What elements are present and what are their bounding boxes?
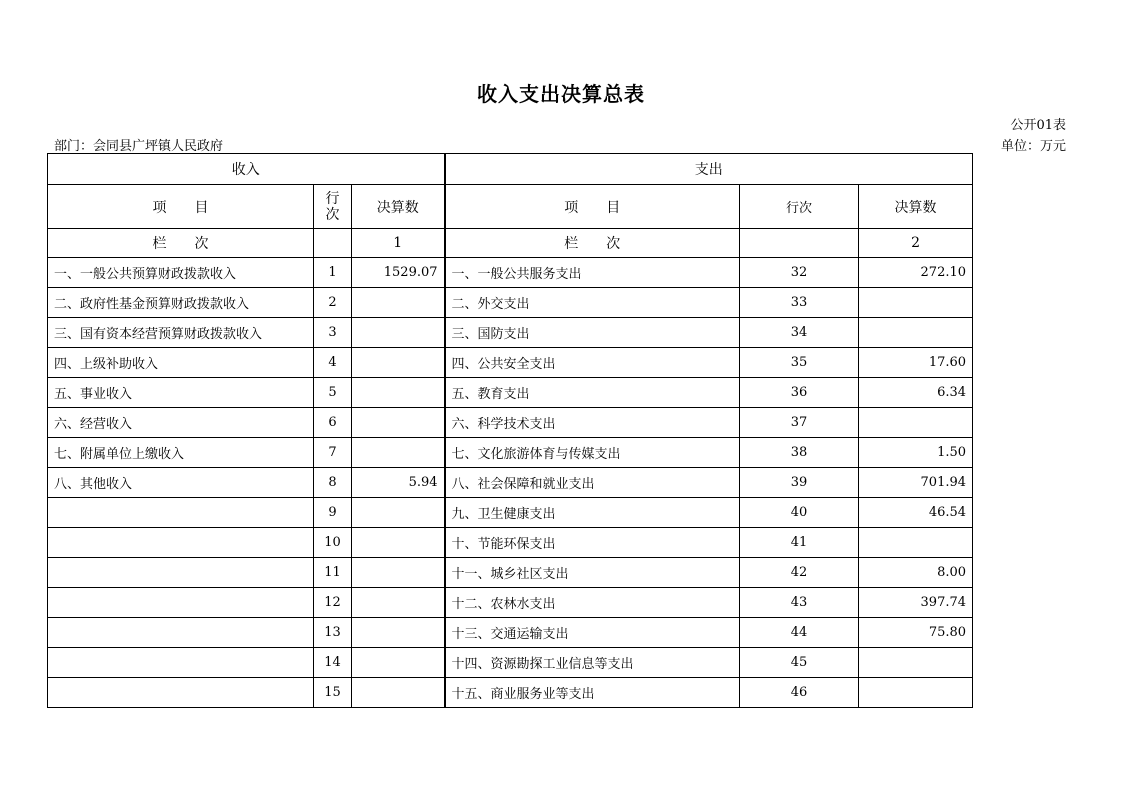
income-amount-cell: 5.94 bbox=[352, 468, 445, 498]
table-row bbox=[48, 468, 973, 498]
expense-item-cell: 四、公共安全支出 bbox=[445, 348, 740, 378]
expense-line-cell: 45 bbox=[740, 648, 859, 678]
expense-amount-cell: 75.80 bbox=[859, 618, 973, 648]
income-amount-cell bbox=[352, 588, 445, 618]
table-row bbox=[48, 678, 973, 708]
table-row bbox=[48, 558, 973, 588]
expense-item-cell: 九、卫生健康支出 bbox=[445, 498, 740, 528]
income-line-cell: 1 bbox=[314, 258, 352, 288]
income-column-order-blank bbox=[314, 229, 352, 258]
column-header-row bbox=[48, 185, 973, 229]
income-amount-cell bbox=[352, 318, 445, 348]
expense-item-cell: 七、文化旅游体育与传媒支出 bbox=[445, 438, 740, 468]
expense-amount-cell: 8.00 bbox=[859, 558, 973, 588]
income-amount-cell bbox=[352, 348, 445, 378]
income-amount-cell bbox=[352, 498, 445, 528]
income-item-cell: 六、经营收入 bbox=[48, 408, 314, 438]
expense-item-cell: 一、一般公共服务支出 bbox=[445, 258, 740, 288]
income-amount-cell bbox=[352, 648, 445, 678]
expense-line-cell: 44 bbox=[740, 618, 859, 648]
expense-row-no-header: 行次 bbox=[740, 185, 859, 229]
income-item-cell: 四、上级补助收入 bbox=[48, 348, 314, 378]
income-amount-cell bbox=[352, 438, 445, 468]
income-item-cell bbox=[48, 618, 314, 648]
income-amount-cell bbox=[352, 618, 445, 648]
expense-column-order-label: 栏 次 bbox=[445, 229, 740, 258]
expense-item-cell: 十四、资源勘探工业信息等支出 bbox=[445, 648, 740, 678]
expense-amount-cell bbox=[859, 318, 973, 348]
income-amount-cell bbox=[352, 288, 445, 318]
income-expense-table bbox=[47, 153, 973, 708]
expense-line-cell: 46 bbox=[740, 678, 859, 708]
table-row bbox=[48, 318, 973, 348]
expense-line-cell: 43 bbox=[740, 588, 859, 618]
income-line-cell: 9 bbox=[314, 498, 352, 528]
expense-line-cell: 34 bbox=[740, 318, 859, 348]
income-line-cell: 3 bbox=[314, 318, 352, 348]
income-line-cell: 10 bbox=[314, 528, 352, 558]
income-line-cell: 2 bbox=[314, 288, 352, 318]
expense-line-cell: 32 bbox=[740, 258, 859, 288]
income-line-cell: 13 bbox=[314, 618, 352, 648]
income-item-cell bbox=[48, 648, 314, 678]
table-row bbox=[48, 378, 973, 408]
income-item-header: 项 目 bbox=[48, 185, 314, 229]
income-line-cell: 7 bbox=[314, 438, 352, 468]
income-amount-cell: 1529.07 bbox=[352, 258, 445, 288]
income-item-cell bbox=[48, 678, 314, 708]
income-item-cell: 七、附属单位上缴收入 bbox=[48, 438, 314, 468]
table-body bbox=[48, 154, 973, 708]
income-line-cell: 5 bbox=[314, 378, 352, 408]
income-amount-header: 决算数 bbox=[352, 185, 445, 229]
income-item-cell: 三、国有资本经营预算财政拨款收入 bbox=[48, 318, 314, 348]
income-amount-cell bbox=[352, 678, 445, 708]
table-row bbox=[48, 258, 973, 288]
income-row-no-header: 行次 bbox=[314, 185, 352, 229]
form-number: 公开01表 bbox=[1010, 118, 1066, 133]
income-amount-cell bbox=[352, 558, 445, 588]
expense-line-cell: 36 bbox=[740, 378, 859, 408]
expense-item-cell: 十、节能环保支出 bbox=[445, 528, 740, 558]
expense-line-cell: 35 bbox=[740, 348, 859, 378]
expense-item-cell: 十五、商业服务业等支出 bbox=[445, 678, 740, 708]
income-amount-cell bbox=[352, 408, 445, 438]
expense-item-cell: 五、教育支出 bbox=[445, 378, 740, 408]
income-amount-cell bbox=[352, 378, 445, 408]
expense-amount-cell: 701.94 bbox=[859, 468, 973, 498]
expense-item-cell: 十一、城乡社区支出 bbox=[445, 558, 740, 588]
income-column-number: 1 bbox=[352, 229, 445, 258]
table-row bbox=[48, 498, 973, 528]
expense-item-cell: 三、国防支出 bbox=[445, 318, 740, 348]
report-title: 收入支出决算总表 bbox=[477, 82, 645, 106]
expense-amount-cell bbox=[859, 678, 973, 708]
income-column-order-label: 栏 次 bbox=[48, 229, 314, 258]
expense-amount-cell: 397.74 bbox=[859, 588, 973, 618]
expense-item-cell: 八、社会保障和就业支出 bbox=[445, 468, 740, 498]
table-row bbox=[48, 438, 973, 468]
expense-line-cell: 42 bbox=[740, 558, 859, 588]
table-row bbox=[48, 648, 973, 678]
expense-amount-cell: 1.50 bbox=[859, 438, 973, 468]
expense-amount-cell: 46.54 bbox=[859, 498, 973, 528]
table-row bbox=[48, 588, 973, 618]
income-line-cell: 6 bbox=[314, 408, 352, 438]
expense-item-header: 项 目 bbox=[445, 185, 740, 229]
expense-line-cell: 33 bbox=[740, 288, 859, 318]
expense-item-cell: 六、科学技术支出 bbox=[445, 408, 740, 438]
expense-line-cell: 38 bbox=[740, 438, 859, 468]
income-line-cell: 14 bbox=[314, 648, 352, 678]
table-row bbox=[48, 528, 973, 558]
income-section-header: 收入 bbox=[48, 154, 445, 185]
income-item-cell bbox=[48, 558, 314, 588]
expense-line-cell: 37 bbox=[740, 408, 859, 438]
column-order-row bbox=[48, 229, 973, 258]
expense-amount-cell bbox=[859, 648, 973, 678]
expense-amount-cell: 272.10 bbox=[859, 258, 973, 288]
income-item-cell bbox=[48, 528, 314, 558]
expense-section-header: 支出 bbox=[445, 154, 973, 185]
expense-amount-cell bbox=[859, 288, 973, 318]
expense-amount-header: 决算数 bbox=[859, 185, 973, 229]
table-row bbox=[48, 408, 973, 438]
expense-line-cell: 39 bbox=[740, 468, 859, 498]
table-row bbox=[48, 348, 973, 378]
expense-item-cell: 二、外交支出 bbox=[445, 288, 740, 318]
expense-column-order-blank bbox=[740, 229, 859, 258]
expense-amount-cell bbox=[859, 528, 973, 558]
expense-line-cell: 40 bbox=[740, 498, 859, 528]
expense-line-cell: 41 bbox=[740, 528, 859, 558]
income-line-cell: 8 bbox=[314, 468, 352, 498]
income-item-cell: 五、事业收入 bbox=[48, 378, 314, 408]
expense-column-number: 2 bbox=[859, 229, 973, 258]
income-item-cell bbox=[48, 498, 314, 528]
unit-label: 单位：万元 bbox=[1000, 139, 1066, 154]
income-item-cell: 一、一般公共预算财政拨款收入 bbox=[48, 258, 314, 288]
expense-amount-cell: 6.34 bbox=[859, 378, 973, 408]
income-item-cell: 二、政府性基金预算财政拨款收入 bbox=[48, 288, 314, 318]
table-row bbox=[48, 288, 973, 318]
income-item-cell bbox=[48, 588, 314, 618]
department-label: 部门：会同县广坪镇人民政府 bbox=[54, 139, 224, 154]
income-line-cell: 15 bbox=[314, 678, 352, 708]
income-line-cell: 4 bbox=[314, 348, 352, 378]
income-amount-cell bbox=[352, 528, 445, 558]
section-header-row bbox=[48, 154, 973, 185]
expense-item-cell: 十二、农林水支出 bbox=[445, 588, 740, 618]
income-item-cell: 八、其他收入 bbox=[48, 468, 314, 498]
expense-amount-cell bbox=[859, 408, 973, 438]
income-line-cell: 12 bbox=[314, 588, 352, 618]
expense-amount-cell: 17.60 bbox=[859, 348, 973, 378]
table-row bbox=[48, 618, 973, 648]
income-line-cell: 11 bbox=[314, 558, 352, 588]
expense-item-cell: 十三、交通运输支出 bbox=[445, 618, 740, 648]
